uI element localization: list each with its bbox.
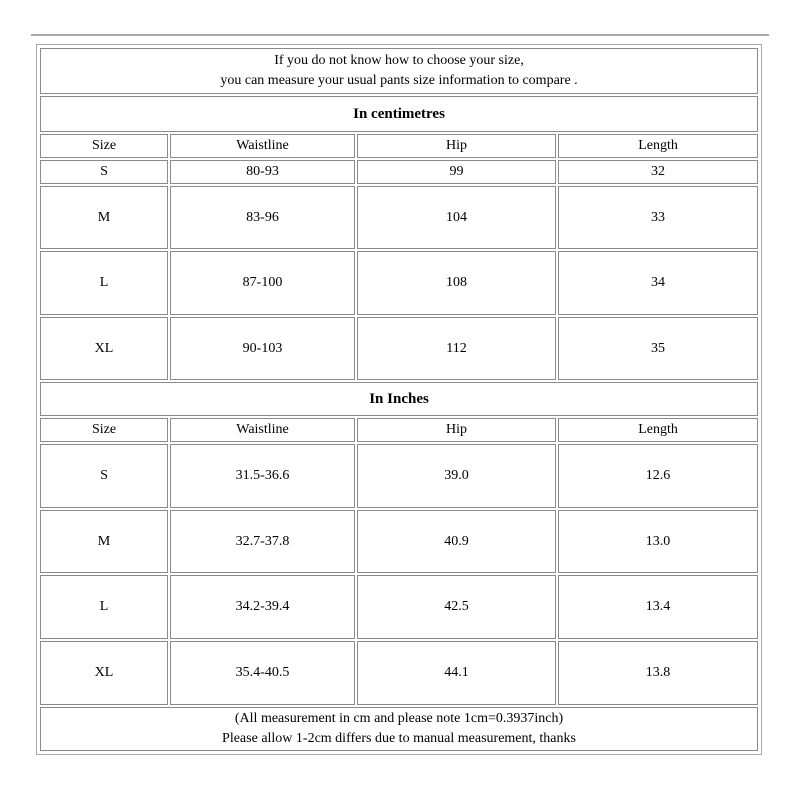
waistline-cell: 32.7-37.8: [170, 510, 355, 574]
header-length: Length: [558, 134, 758, 158]
table-row: [40, 186, 758, 249]
waistline-cell: 87-100: [170, 251, 355, 315]
size-cell: M: [40, 186, 168, 249]
header-waistline: Waistline: [170, 134, 355, 158]
waistline-cell: 83-96: [170, 186, 355, 249]
hip-cell: 104: [357, 186, 556, 249]
waistline-cell: 31.5-36.6: [170, 444, 355, 508]
waistline-cell: 90-103: [170, 317, 355, 381]
intro-row: [40, 48, 758, 94]
table-row: [40, 317, 758, 381]
size-chart: [36, 44, 762, 755]
header-hip: Hip: [357, 134, 556, 158]
length-cell: 13.0: [558, 510, 758, 574]
hip-cell: 112: [357, 317, 556, 381]
header-row: [40, 134, 758, 158]
hip-cell: 44.1: [357, 641, 556, 705]
footer-line-2: Please allow 1-2cm differs due to manual measurement, thanks: [222, 730, 576, 746]
length-cell: 13.4: [558, 575, 758, 639]
length-cell: 33: [558, 186, 758, 249]
header-size: Size: [40, 134, 168, 158]
length-cell: 32: [558, 160, 758, 185]
header-length: Length: [558, 418, 758, 442]
intro-line-1: If you do not know how to choose your size,: [274, 53, 524, 69]
footer-line-1: (All measurement in cm and please note 1cm=0.3937inch): [234, 710, 564, 726]
size-chart-table: [38, 46, 760, 753]
hip-cell: 108: [357, 251, 556, 315]
hip-cell: 39.0: [357, 444, 556, 508]
header-size: Size: [40, 418, 168, 442]
intro-cell: [40, 48, 758, 94]
size-cell: L: [40, 251, 168, 315]
length-cell: 34: [558, 251, 758, 315]
hip-cell: 42.5: [357, 575, 556, 639]
length-cell: 13.8: [558, 641, 758, 705]
footer-cell: [40, 707, 758, 751]
size-cell: S: [40, 444, 168, 508]
length-cell: 12.6: [558, 444, 758, 508]
size-cell: XL: [40, 641, 168, 705]
intro-line-2: you can measure your usual pants size information to compare .: [220, 73, 578, 89]
table-row: [40, 575, 758, 639]
waistline-cell: 35.4-40.5: [170, 641, 355, 705]
header-waistline: Waistline: [170, 418, 355, 442]
waistline-cell: 80-93: [170, 160, 355, 185]
header-row: [40, 418, 758, 442]
top-divider: [31, 34, 769, 36]
size-cell: M: [40, 510, 168, 574]
header-hip: Hip: [357, 418, 556, 442]
size-cell: S: [40, 160, 168, 185]
hip-cell: 99: [357, 160, 556, 185]
size-cell: XL: [40, 317, 168, 381]
table-row: [40, 251, 758, 315]
section-title-inches: In Inches: [40, 382, 758, 416]
hip-cell: 40.9: [357, 510, 556, 574]
section-title-row: [40, 96, 758, 132]
length-cell: 35: [558, 317, 758, 381]
section-title-cm: In centimetres: [40, 96, 758, 132]
table-row: [40, 510, 758, 574]
footer-row: [40, 707, 758, 751]
table-row: [40, 444, 758, 508]
size-cell: L: [40, 575, 168, 639]
table-row: [40, 160, 758, 185]
table-row: [40, 641, 758, 705]
section-title-row: [40, 382, 758, 416]
waistline-cell: 34.2-39.4: [170, 575, 355, 639]
